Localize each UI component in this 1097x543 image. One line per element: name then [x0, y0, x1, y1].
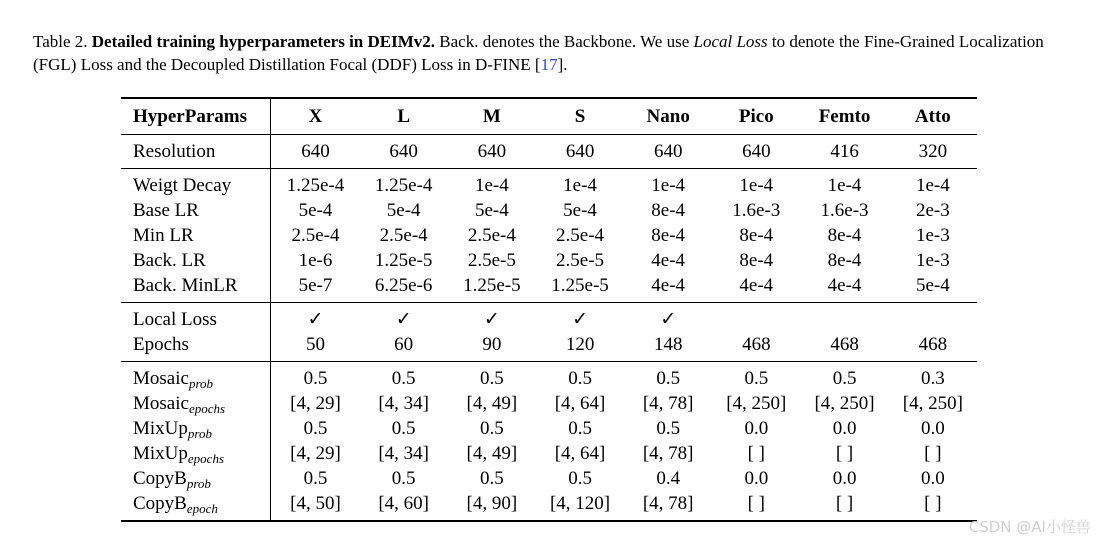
header-model: Femto — [800, 98, 888, 135]
table-cell: ✓ — [395, 309, 412, 330]
table-cell: 5e-7 — [271, 273, 360, 303]
table-cell: 0.5 — [568, 368, 592, 389]
table-cell: 640 — [712, 135, 800, 169]
table-cell: 4e-4 — [712, 273, 800, 303]
row-label-text: Mosaic — [133, 393, 189, 414]
row-label — [121, 491, 271, 521]
row-label-text: CopyB — [133, 493, 187, 514]
row-label-text: CopyB — [133, 468, 187, 489]
table-cell: 4e-4 — [800, 273, 888, 303]
table-cell: [4, 49] — [466, 393, 518, 414]
table-cell: 0.0 — [832, 418, 857, 439]
table-cell: [4, 78] — [642, 443, 694, 464]
header-model: Pico — [712, 98, 800, 135]
table-cell: 0.5 — [391, 468, 416, 489]
row-label-text: Mosaic — [133, 368, 189, 389]
row-label-subscript: prob — [188, 376, 214, 391]
table-cell: ✓ — [307, 309, 324, 330]
table-cell: 8e-4 — [827, 250, 862, 271]
table-row — [121, 362, 977, 392]
row-label-text: Base LR — [133, 200, 199, 221]
table-row — [121, 169, 977, 199]
row-label-subscript: prob — [187, 426, 212, 441]
table-row — [121, 135, 977, 169]
table-cell: [4, 120] — [536, 491, 624, 521]
table-cell: 1e-3 — [915, 250, 950, 271]
row-label-text: Local Loss — [133, 309, 217, 330]
row-label — [121, 441, 271, 466]
row-label-subscript: epochs — [187, 451, 225, 466]
table-cell: [4, 90] — [448, 491, 536, 521]
table-cell: 0.5 — [479, 418, 504, 439]
table-cell: 468 — [889, 332, 977, 362]
header-model: L — [360, 98, 448, 135]
table-cell: [4, 64] — [554, 443, 606, 464]
table-cell: 148 — [624, 332, 712, 362]
table-cell: 0.5 — [568, 418, 592, 439]
table-cell: 50 — [271, 332, 360, 362]
table-cell: 5e-4 — [889, 273, 977, 303]
row-label-text: MixUp — [133, 443, 188, 464]
row-label — [121, 198, 271, 223]
table-cell: 2.5e-4 — [291, 225, 340, 246]
table-cell: 8e-4 — [739, 250, 774, 271]
table-cell: 0.5 — [303, 418, 328, 439]
table-caption — [33, 30, 1073, 76]
table-cell: [4, 64] — [554, 393, 606, 414]
table-cell: [4, 34] — [378, 443, 429, 464]
table-cell: 0.0 — [920, 468, 945, 489]
row-label — [121, 416, 271, 441]
table-cell: 0.5 — [479, 368, 504, 389]
table-row — [121, 273, 977, 303]
table-row — [121, 416, 977, 441]
table-cell: 0.5 — [832, 368, 857, 389]
header-model: Atto — [889, 98, 977, 135]
table-cell: 8e-4 — [827, 225, 862, 246]
table-cell: 1.25e-4 — [286, 175, 345, 196]
table-cell: ✓ — [572, 309, 589, 330]
hyperparameter-table — [121, 97, 977, 522]
table-cell: 640 — [360, 135, 448, 169]
table-cell: [ ] — [747, 443, 766, 464]
table-cell: 0.3 — [920, 368, 945, 389]
row-label-subscript: epochs — [188, 401, 226, 416]
table-cell — [889, 303, 977, 333]
table-cell: [4, 29] — [290, 443, 341, 464]
table-cell: 0.5 — [479, 468, 504, 489]
row-label — [121, 169, 271, 199]
table-cell: 2.5e-4 — [467, 225, 516, 246]
table-cell: 6.25e-6 — [360, 273, 448, 303]
table-row — [121, 198, 977, 223]
table-cell: 1e-4 — [474, 175, 509, 196]
table-cell: 5e-4 — [386, 200, 421, 221]
table-cell: 0.5 — [656, 368, 681, 389]
table-cell: 1e-4 — [651, 175, 686, 196]
header-model: X — [271, 98, 360, 135]
table-cell: 1.25e-4 — [374, 175, 433, 196]
watermark: CSDN @AI小怪兽 — [968, 518, 1091, 536]
header-hyperparams: HyperParams — [121, 98, 271, 135]
table-cell: [4, 250] — [814, 393, 875, 414]
table-cell: 1.6e-3 — [820, 200, 869, 221]
table-cell: 8e-4 — [651, 225, 686, 246]
caption-text-2: to denote the Fine-Grained Localization (FGL) Loss and the Decoupled Distillation Focal (DDF) Loss in D-FINE [ — [33, 32, 1044, 74]
row-label-subscript: prob — [186, 476, 211, 491]
table-cell: 8e-4 — [739, 225, 774, 246]
table-cell: 90 — [448, 332, 536, 362]
caption-text-3: ]. — [557, 55, 568, 74]
table-cell: [4, 34] — [378, 393, 429, 414]
row-label-text: Back. LR — [133, 250, 206, 271]
table-cell: 8e-4 — [651, 200, 686, 221]
table-cell: 0.5 — [303, 368, 328, 389]
table-cell: 0.5 — [391, 418, 416, 439]
table-cell: [ ] — [924, 443, 942, 464]
table-row — [121, 303, 977, 333]
row-label-text: Back. MinLR — [133, 275, 238, 296]
table-cell: [4, 60] — [360, 491, 448, 521]
table-cell: 0.5 — [656, 418, 681, 439]
table-cell: 5e-4 — [563, 200, 597, 221]
table-cell: 4e-4 — [651, 250, 686, 271]
row-label — [121, 391, 271, 416]
header-model: S — [536, 98, 624, 135]
table-row — [121, 223, 977, 248]
table-cell: 0.5 — [568, 468, 592, 489]
table-cell: 1e-6 — [298, 250, 333, 271]
row-label-subscript: epoch — [186, 501, 218, 516]
table-cell: [4, 250] — [726, 393, 787, 414]
table-cell: [4, 250] — [902, 393, 963, 414]
table-cell: 1.6e-3 — [732, 200, 781, 221]
table-cell — [712, 303, 800, 333]
table-cell: 0.0 — [920, 418, 945, 439]
row-label-text: Weigt Decay — [133, 175, 232, 196]
table-cell: 5e-4 — [474, 200, 509, 221]
table-cell: 2.5e-4 — [556, 225, 605, 246]
row-label — [121, 466, 271, 491]
table-cell: 640 — [624, 135, 712, 169]
table-cell: 1e-4 — [739, 175, 774, 196]
table-cell: 1e-4 — [915, 175, 950, 196]
table-cell: [4, 29] — [290, 393, 341, 414]
row-label-text: MixUp — [133, 418, 188, 439]
table-cell: 468 — [712, 332, 800, 362]
header-model: M — [448, 98, 536, 135]
table-cell: 2.5e-5 — [556, 250, 605, 271]
table-row — [121, 391, 977, 416]
table-cell: [ ] — [835, 443, 854, 464]
citation-link[interactable]: 17 — [540, 55, 558, 74]
header-model: Nano — [624, 98, 712, 135]
table-cell: [ ] — [712, 491, 800, 521]
table-cell: 2e-3 — [915, 200, 950, 221]
table-cell: 2.5e-4 — [379, 225, 428, 246]
table-cell: 1.25e-5 — [374, 250, 433, 271]
caption-emphasis: Local Loss — [693, 32, 768, 51]
table-cell: 1.25e-5 — [448, 273, 536, 303]
table-row — [121, 248, 977, 273]
table-cell: 1e-4 — [563, 175, 597, 196]
table-cell: 0.4 — [656, 468, 681, 489]
table-cell: 120 — [536, 332, 624, 362]
table-cell: 1.25e-5 — [536, 273, 624, 303]
row-label — [121, 273, 271, 303]
row-label — [121, 223, 271, 248]
table-cell: 0.0 — [832, 468, 857, 489]
table-cell: [ ] — [800, 491, 888, 521]
table-cell: 640 — [271, 135, 360, 169]
table-cell: 468 — [800, 332, 888, 362]
table-cell: 416 — [800, 135, 888, 169]
caption-title: Detailed training hyperparameters in DEIMv2. — [91, 32, 436, 51]
row-label: Resolution — [121, 135, 271, 169]
table-cell: 320 — [889, 135, 977, 169]
table-cell: 0.0 — [744, 468, 769, 489]
table-row — [121, 491, 977, 521]
row-label — [121, 303, 271, 333]
caption-text-1: Back. denotes the Backbone. We use — [435, 32, 694, 51]
header-row — [121, 98, 977, 135]
table-cell: ✓ — [483, 309, 500, 330]
table-cell: 640 — [448, 135, 536, 169]
row-label — [121, 362, 271, 392]
caption-label: Table 2. — [33, 32, 88, 51]
table-cell: [4, 78] — [624, 491, 712, 521]
table-cell: ✓ — [660, 309, 677, 330]
row-label — [121, 248, 271, 273]
table-cell: 0.0 — [744, 418, 769, 439]
row-label-text: Epochs — [133, 334, 189, 355]
table-row — [121, 441, 977, 466]
table-cell: 60 — [360, 332, 448, 362]
table-cell — [800, 303, 888, 333]
table-cell: [4, 50] — [271, 491, 360, 521]
table-row — [121, 332, 977, 362]
row-label-text: Min LR — [133, 225, 194, 246]
table-cell: 640 — [536, 135, 624, 169]
row-label — [121, 332, 271, 362]
table-cell: 5e-4 — [298, 200, 333, 221]
table-cell: 0.5 — [391, 368, 416, 389]
table-cell: 0.5 — [744, 368, 769, 389]
table-cell: [ ] — [889, 491, 977, 521]
table-body — [121, 98, 977, 521]
table-cell: 2.5e-5 — [467, 250, 516, 271]
table-cell: 4e-4 — [624, 273, 712, 303]
table-cell: 0.5 — [303, 468, 328, 489]
table-row — [121, 466, 977, 491]
table-cell: 1e-4 — [827, 175, 862, 196]
table-cell: [4, 49] — [466, 443, 518, 464]
table-cell: [4, 78] — [642, 393, 694, 414]
table-cell: 1e-3 — [915, 225, 950, 246]
